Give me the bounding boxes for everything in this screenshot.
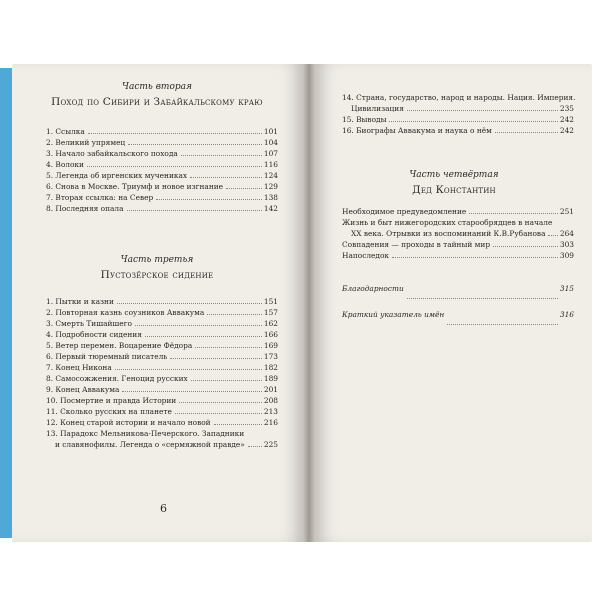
dot-leader: [548, 235, 557, 236]
part-three-title: Пустозёрское сидение: [100, 269, 214, 281]
part-three-label: Часть третья: [120, 255, 194, 265]
toc-entry-title: Необходимое предуведомление: [342, 207, 467, 216]
toc-entry: [46, 373, 278, 384]
dot-leader: [191, 380, 262, 381]
dot-leader: [447, 324, 558, 325]
toc-entry-title: 9. Конец Аввакума: [46, 385, 120, 394]
toc-page-number: 251: [559, 207, 574, 216]
toc-page-number: 169: [263, 341, 278, 350]
toc-page-number: 162: [263, 319, 278, 328]
toc-entry-title: 15. Выводы: [342, 115, 387, 124]
toc-entry-title: 10. Посмертие и правда Истории: [46, 396, 177, 405]
dot-leader: [175, 413, 262, 414]
toc-entry-title: Жизнь и быт нижегородских старообрядцев в начале: [342, 218, 553, 227]
dot-leader: [495, 132, 558, 133]
dot-leader: [389, 121, 557, 122]
toc-entry-title: 2. Повторная казнь соузников Аввакума: [46, 308, 205, 317]
toc-page-number: 213: [263, 407, 278, 416]
toc-page-number: 173: [263, 352, 278, 361]
toc-entry-title: Благодарности: [342, 284, 404, 293]
dot-leader: [117, 303, 262, 304]
dot-leader: [170, 358, 262, 359]
toc-entry-title: 11. Сколько русских на планете: [46, 407, 172, 416]
toc-entry: [342, 92, 574, 114]
dot-leader: [181, 155, 262, 156]
toc-entry: [46, 417, 278, 428]
dot-leader: [214, 424, 262, 425]
toc-entry-title: 5. Ветер перемен. Воцарение Фёдора: [46, 341, 193, 350]
toc-entry-title: 8. Последняя опала: [46, 204, 124, 213]
toc-entry-title: 13. Парадокс Мельникова-Печерского. Западники: [46, 429, 245, 438]
dot-leader: [195, 347, 262, 348]
toc-entry: [46, 384, 278, 395]
toc-entry-title: 8. Самосожжения. Геноцид русских: [46, 374, 188, 383]
toc-entry: [342, 125, 574, 136]
toc-page-number: 189: [263, 374, 278, 383]
toc-entry-title: 7. Конец Никона: [46, 363, 112, 372]
toc-entry-title: 6. Снова в Москве. Триумф и новое изгнание: [46, 182, 224, 191]
dot-leader: [179, 402, 262, 403]
toc-page-number: 138: [263, 193, 278, 202]
toc-entry: [46, 296, 278, 307]
toc-entry-title: 6. Первый тюремный писатель: [46, 352, 168, 361]
toc-page-number: 101: [263, 127, 278, 136]
toc-page-number: 242: [559, 126, 574, 135]
dot-leader: [122, 391, 261, 392]
toc-entry: [342, 114, 574, 125]
toc-entry-title: 16. Биографы Аввакума и наука о нём: [342, 126, 492, 135]
toc-entry-title: 4. Волоки: [46, 160, 84, 169]
dot-leader: [190, 177, 262, 178]
part-four-contents: [342, 206, 574, 261]
toc-page-number: 107: [263, 149, 278, 158]
toc-entry-title: Совпадения — проходы в тайный мир: [342, 240, 491, 249]
toc-entry: [46, 137, 278, 148]
toc-entry-title: 5. Легенда об иргенских мучениках: [46, 171, 188, 180]
toc-page-number: 235: [559, 104, 574, 113]
toc-entry: [46, 318, 278, 329]
toc-page-number: 316: [559, 310, 574, 319]
toc-entry: [342, 302, 574, 328]
dot-leader: [469, 213, 558, 214]
toc-entry-title: Краткий указатель имён: [342, 310, 445, 319]
toc-page-number: 242: [559, 115, 574, 124]
dot-leader: [407, 298, 558, 299]
dot-leader: [207, 314, 262, 315]
toc-entry: [46, 395, 278, 406]
dot-leader: [145, 336, 262, 337]
toc-page-number: 129: [263, 182, 278, 191]
toc-entry: [46, 428, 278, 450]
toc-entry: [342, 239, 574, 250]
toc-page-number: 157: [263, 308, 278, 317]
dot-leader: [392, 257, 558, 258]
toc-entry-title: 7. Вторая ссылка: на Север: [46, 193, 154, 202]
toc-entry-title: 4. Подробности сидения: [46, 330, 142, 339]
toc-page-number: 201: [263, 385, 278, 394]
toc-entry: [46, 307, 278, 318]
part-three-contents-continued: [342, 92, 574, 136]
dot-leader: [88, 133, 262, 134]
toc-entry-title: 14. Страна, государство, народ и народы. Нация. Империя.: [342, 93, 576, 102]
toc-entry-title: 3. Начало забайкальского похода: [46, 149, 178, 158]
toc-entry-title: 1. Ссылка: [46, 127, 85, 136]
toc-entry-title-continued: XX века. Отрывки из воспоминаний К.В.Рубанова: [351, 229, 546, 238]
toc-page-number: 264: [559, 229, 574, 238]
dot-leader: [248, 446, 262, 447]
toc-entry: [342, 250, 574, 261]
toc-entry-title: 2. Великий упрямец: [46, 138, 126, 147]
toc-page-number: 216: [263, 418, 278, 427]
toc-entry: [46, 192, 278, 203]
toc-entry-title: 1. Пытки и казни: [46, 297, 114, 306]
part-two-contents: [46, 126, 278, 214]
toc-page-number: 225: [263, 440, 278, 449]
toc-entry: [46, 340, 278, 351]
toc-entry: [46, 148, 278, 159]
toc-page-number: 208: [263, 396, 278, 405]
toc-page-number: 309: [559, 251, 574, 260]
toc-page-number: 182: [263, 363, 278, 372]
page-number: 6: [160, 502, 167, 515]
toc-entry: [342, 276, 574, 302]
part-three-contents: [46, 296, 278, 450]
toc-page-number: 116: [263, 160, 278, 169]
part-four-title: Дед Константин: [412, 184, 496, 196]
dot-leader: [407, 110, 558, 111]
toc-entry: [46, 126, 278, 137]
toc-entry: [46, 159, 278, 170]
toc-entry-title: 12. Конец старой истории и начало новой: [46, 418, 211, 427]
toc-page-number: 303: [559, 240, 574, 249]
toc-entry: [46, 351, 278, 362]
toc-entry: [46, 203, 278, 214]
toc-page-number: 142: [263, 204, 278, 213]
toc-entry: [46, 181, 278, 192]
toc-entry-title: 3. Смерть Тишайшего: [46, 319, 132, 328]
toc-page-number: 104: [263, 138, 278, 147]
toc-entry-title-continued: и славянофилы. Легенда о «сермяжной правде»: [55, 440, 245, 449]
toc-entry: [46, 329, 278, 340]
dot-leader: [115, 369, 262, 370]
toc-entry: [46, 170, 278, 181]
toc-entry: [46, 362, 278, 373]
part-two-label: Часть вторая: [122, 82, 192, 92]
part-four-label: Часть четвёртая: [409, 170, 499, 180]
dot-leader: [156, 199, 262, 200]
dot-leader: [87, 166, 262, 167]
part-two-title: Поход по Сибири и Забайкальскому краю: [51, 96, 263, 108]
toc-entry: [46, 406, 278, 417]
dot-leader: [128, 144, 262, 145]
toc-entry: [342, 217, 574, 239]
toc-entry-title-continued: Цивилизация: [351, 104, 404, 113]
toc-page-number: 315: [559, 284, 574, 293]
dot-leader: [135, 325, 262, 326]
toc-page-number: 124: [263, 171, 278, 180]
dot-leader: [127, 210, 262, 211]
back-matter-contents: [342, 276, 574, 328]
right-page: [316, 64, 592, 542]
dot-leader: [226, 188, 262, 189]
book-gutter: [302, 64, 316, 542]
left-page: [12, 64, 302, 542]
toc-page-number: 166: [263, 330, 278, 339]
toc-page-number: 151: [263, 297, 278, 306]
dot-leader: [493, 246, 558, 247]
toc-entry: [342, 206, 574, 217]
toc-entry-title: Напоследок: [342, 251, 390, 260]
